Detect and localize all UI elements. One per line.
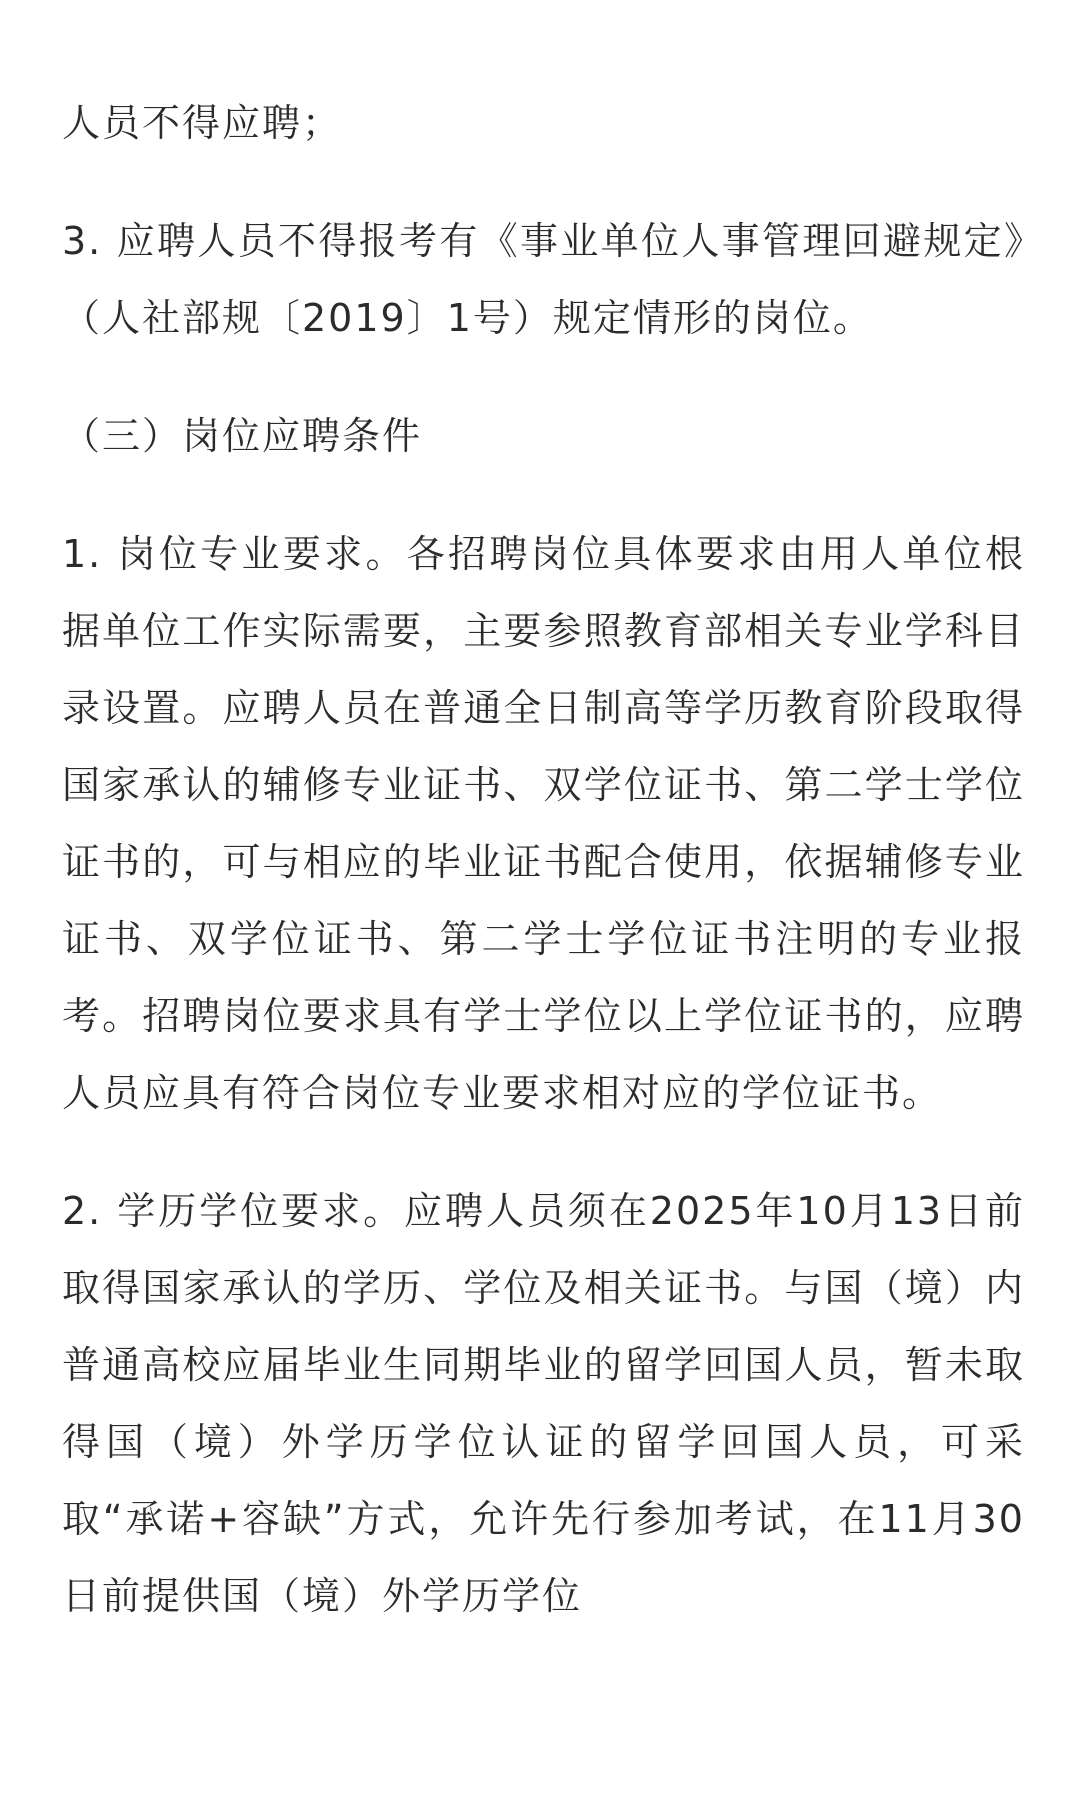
section-heading: （三）岗位应聘条件 — [62, 414, 423, 458]
paragraph-major-requirement: 1. 岗位专业要求。各招聘岗位具体要求由用人单位根据单位工作实际需要，主要参照教育部相关专业学科目录设置。应聘人员在普通全日制高等学历教育阶段取得国家承认的辅修专业证书、双学位证书、第二学士学位证书的，可与相应的毕业证书配合使用，依据辅修专业证书、双学位证书、第二学士学位证书注明的专业报考。招聘岗位要求具有学士学位以上学位证书的，应聘人员应具有符合岗位专业要求相对应的学位证书。 — [62, 532, 1025, 1115]
paragraph-degree-requirement: 2. 学历学位要求。应聘人员须在2025年10月13日前取得国家承认的学历、学位及相关证书。与国（境）内普通高校应届毕业生同期毕业的留学回国人员，暂未取得国（境）外学历学位认证的留学回国人员，可采取“承诺+容缺”方式，允许先行参加考试，在11月30日前提供国（境）外学历学位 — [62, 1189, 1025, 1618]
paragraph-continuation: 人员不得应聘； — [62, 101, 343, 145]
paragraph-rule-3: 3. 应聘人员不得报考有《事业单位人事管理回避规定》（人社部规〔2019〕1号）规定情形的岗位。 — [62, 219, 1025, 340]
